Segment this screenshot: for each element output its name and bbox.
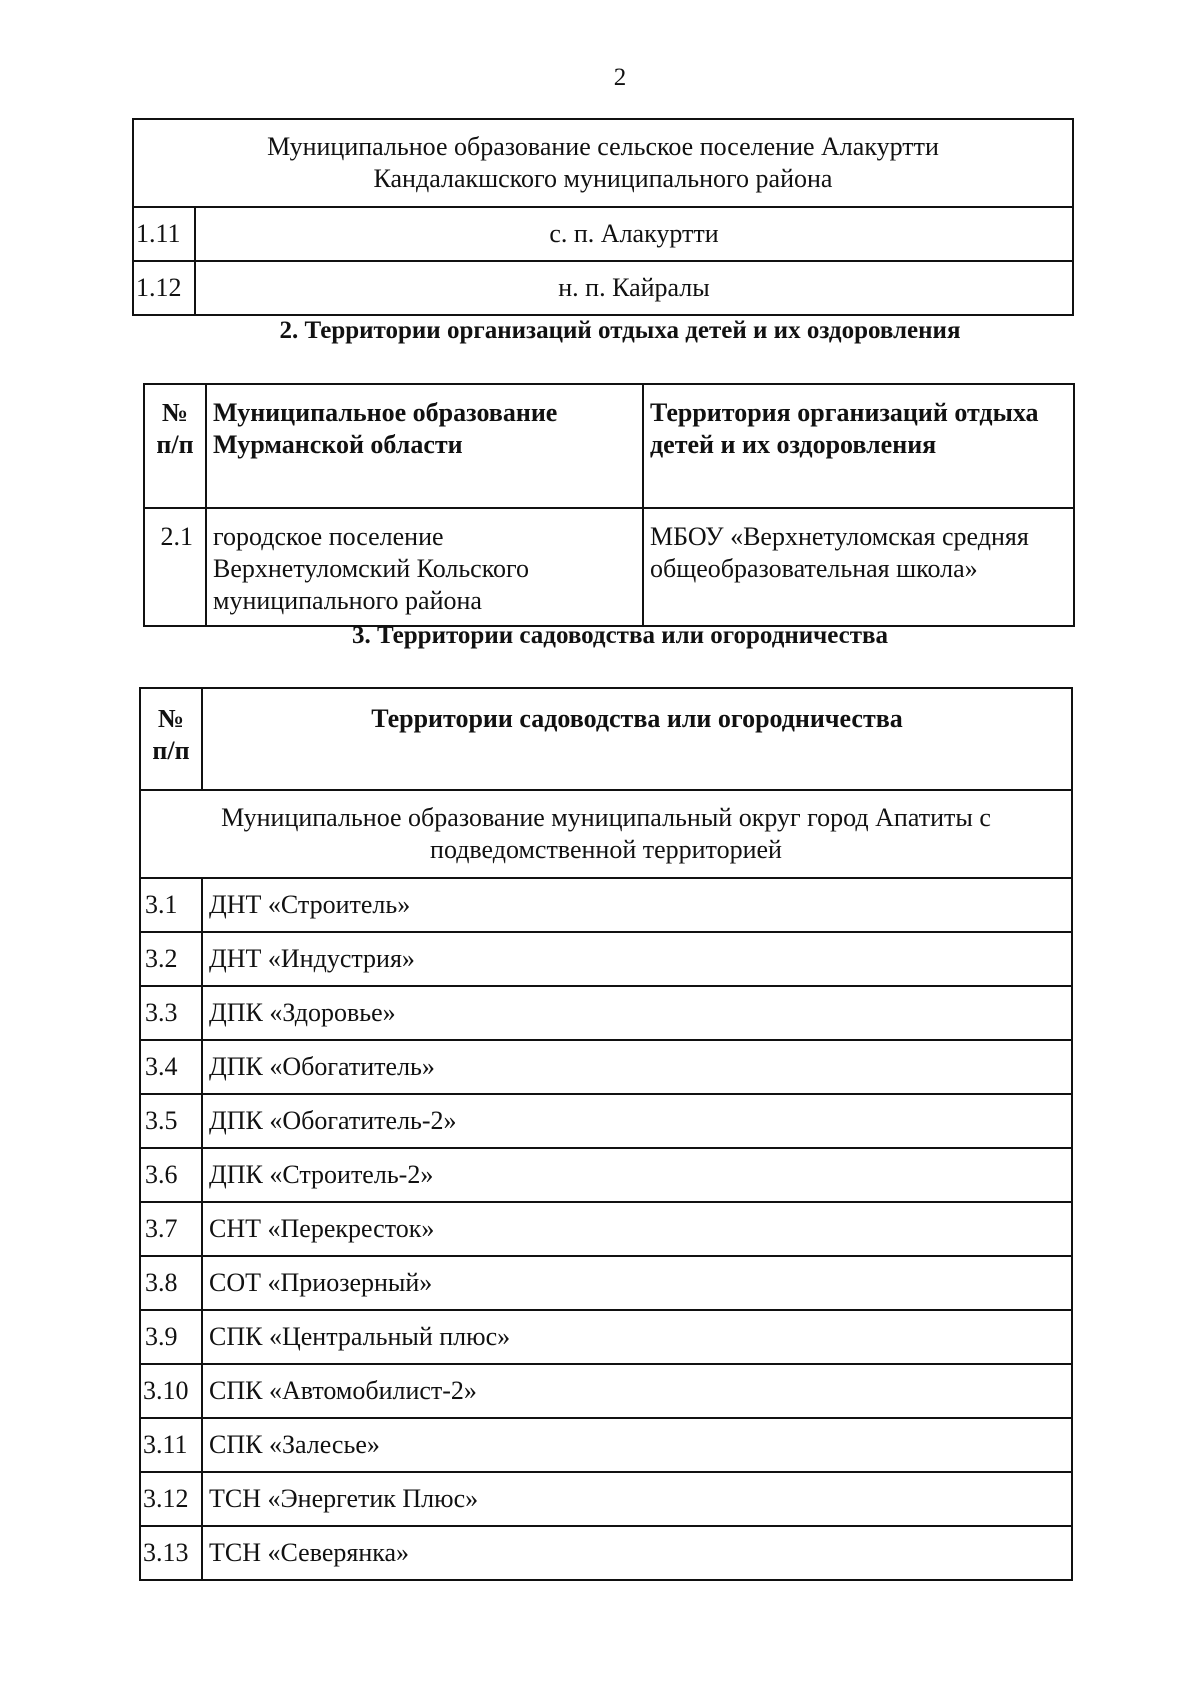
table-row xyxy=(140,1040,1072,1094)
children-recreation-table xyxy=(143,383,1075,627)
row-number: 3.6 xyxy=(140,1148,202,1202)
municipality-name: городское поселение Верхнетуломский Кольского муниципального района xyxy=(206,508,643,626)
territory-name: ДПК «Обогатитель-2» xyxy=(202,1094,1072,1148)
municipality-header-row xyxy=(133,119,1073,207)
table-row xyxy=(133,261,1073,315)
table-row xyxy=(140,878,1072,932)
row-number: 3.9 xyxy=(140,1310,202,1364)
table-row xyxy=(140,1364,1072,1418)
table-row xyxy=(144,508,1074,626)
territory-name: МБОУ «Верхнетуломская средняя общеобразовательная школа» xyxy=(643,508,1074,626)
row-number: 3.5 xyxy=(140,1094,202,1148)
territory-name: ДПК «Обогатитель» xyxy=(202,1040,1072,1094)
gardening-territories-table xyxy=(139,687,1073,1581)
row-number: 3.7 xyxy=(140,1202,202,1256)
row-number: 3.13 xyxy=(140,1526,202,1580)
row-number: 3.3 xyxy=(140,986,202,1040)
row-number: 3.1 xyxy=(140,878,202,932)
territory-name: ТСН «Северянка» xyxy=(202,1526,1072,1580)
territory-name: ДПК «Здоровье» xyxy=(202,986,1072,1040)
column-header-municipality: Муниципальное образование Мурманской области xyxy=(206,384,643,508)
territory-name: ДНТ «Строитель» xyxy=(202,878,1072,932)
table-row xyxy=(140,1094,1072,1148)
territory-name: с. п. Алакуртти xyxy=(195,207,1073,261)
table-row xyxy=(133,207,1073,261)
section-3-heading: 3. Территории садоводства или огородничества xyxy=(351,622,889,649)
territory-name: ТСН «Энергетик Плюс» xyxy=(202,1472,1072,1526)
section-2-heading: 2. Территории организаций отдыха детей и их оздоровления xyxy=(279,317,961,344)
territory-name: ДПК «Строитель-2» xyxy=(202,1148,1072,1202)
territory-name: СНТ «Перекресток» xyxy=(202,1202,1072,1256)
table-row xyxy=(140,1202,1072,1256)
table-row xyxy=(140,1418,1072,1472)
row-number: 3.4 xyxy=(140,1040,202,1094)
table-row xyxy=(140,1148,1072,1202)
territory-name: СПК «Залесье» xyxy=(202,1418,1072,1472)
row-number: 3.11 xyxy=(140,1418,202,1472)
row-number: 3.12 xyxy=(140,1472,202,1526)
territory-name: СОТ «Приозерный» xyxy=(202,1256,1072,1310)
table-row xyxy=(140,1526,1072,1580)
table-header-row xyxy=(144,384,1074,508)
municipality-table-alakurtti xyxy=(132,118,1074,316)
municipality-name-cell: Муниципальное образование муниципальный округ город Апатиты с подведомственной территорией xyxy=(140,790,1072,878)
row-number: 3.8 xyxy=(140,1256,202,1310)
row-number: 2.1 xyxy=(144,508,206,626)
table-row xyxy=(140,1256,1072,1310)
table-row xyxy=(140,932,1072,986)
municipality-header-row xyxy=(140,790,1072,878)
table-header-row xyxy=(140,688,1072,790)
territory-name: СПК «Центральный плюс» xyxy=(202,1310,1072,1364)
table-row xyxy=(140,986,1072,1040)
row-number: 3.10 xyxy=(140,1364,202,1418)
column-header-number: № п/п xyxy=(144,384,206,508)
territory-name: СПК «Автомобилист-2» xyxy=(202,1364,1072,1418)
municipality-name-cell: Муниципальное образование сельское поселение Алакуртти Кандалакшского муниципального района xyxy=(133,119,1073,207)
table-row xyxy=(140,1472,1072,1526)
column-header-territory: Территория организаций отдыха детей и их оздоровления xyxy=(643,384,1074,508)
territory-name: н. п. Кайралы xyxy=(195,261,1073,315)
row-number: 1.11 xyxy=(133,207,195,261)
page-number: 2 xyxy=(613,64,627,91)
row-number: 3.2 xyxy=(140,932,202,986)
territory-name: ДНТ «Индустрия» xyxy=(202,932,1072,986)
table-row xyxy=(140,1310,1072,1364)
column-header-number: № п/п xyxy=(140,688,202,790)
column-header-territory: Территории садоводства или огородничества xyxy=(202,688,1072,790)
row-number: 1.12 xyxy=(133,261,195,315)
